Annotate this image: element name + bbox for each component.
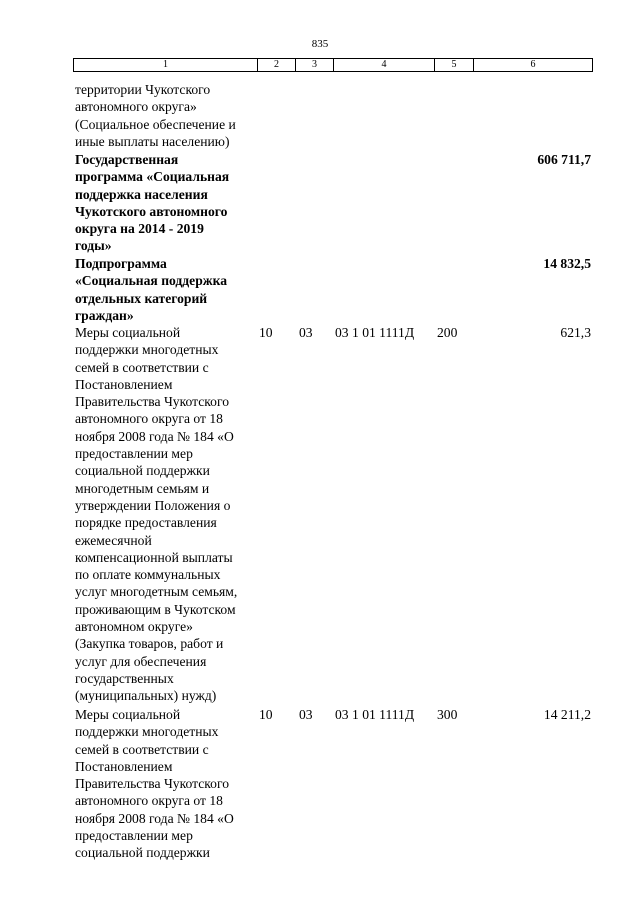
header-col-2: 2 (258, 59, 296, 71)
description-line: ежемесячной (75, 532, 152, 548)
description-line: государственных (75, 670, 174, 686)
description-line: семей в соответствии с (75, 359, 209, 375)
description-line: компенсационной выплаты (75, 549, 233, 565)
description-line: порядке предоставления (75, 515, 217, 531)
description-line: Правительства Чукотского (75, 776, 229, 792)
description-line: иные выплаты населению) (75, 133, 230, 149)
description-line: Подпрограмма (75, 256, 167, 271)
description-line: по оплате коммунальных (75, 567, 221, 583)
description-line: проживающим в Чукотском (75, 601, 236, 617)
amount-cell: 14 211,2 (543, 707, 591, 722)
row-description (75, 81, 257, 150)
description-line: территории Чукотского (75, 82, 211, 97)
amount-cell: 14 832,5 (543, 256, 591, 271)
header-col-6: 6 (530, 59, 536, 70)
description-line: программа «Социальная (75, 169, 230, 185)
description-line: отдельных категорий (75, 290, 208, 306)
description-line: утверждении Положения о (75, 497, 231, 513)
description-line: Постановлением (75, 376, 173, 392)
description-line: Меры социальной (75, 325, 181, 340)
description-line: услуг для обеспечения (75, 653, 207, 669)
description-line: «Социальная поддержка (75, 273, 228, 289)
description-line: социальной поддержки (75, 845, 210, 861)
expense-type-cell: 200 (437, 325, 458, 340)
description-line: (Закупка товаров, работ и (75, 636, 224, 652)
description-line: многодетным семьям и (75, 480, 210, 496)
description-line: автономного округа» (75, 99, 197, 115)
header-col-1: 1 (74, 59, 258, 71)
description-line: Государственная (75, 152, 179, 167)
section-code-cell: 10 (259, 707, 273, 722)
subsection-code-cell: 03 (299, 325, 313, 340)
description-line: (муниципальных) нужд) (75, 688, 217, 704)
description-line: поддержки многодетных (75, 724, 219, 740)
description-line: автономного округа от 18 (75, 411, 223, 427)
target-article-cell: 03 1 01 1111Д (335, 325, 415, 340)
description-line: услуг многодетным семьям, (75, 584, 238, 600)
row-description (75, 706, 257, 862)
description-line: предоставлении мер (75, 446, 193, 462)
description-line: семей в соответствии с (75, 741, 209, 757)
row-description (75, 324, 257, 705)
description-line: ноября 2008 года № 184 «О (75, 810, 234, 826)
description-line: поддержки многодетных (75, 342, 219, 358)
header-col-5: 5 (435, 59, 474, 71)
description-line: (Социальное обеспечение и (75, 116, 236, 132)
description-line: граждан» (75, 307, 134, 323)
description-line: Чукотского автономного (75, 203, 228, 219)
table-header (73, 58, 593, 72)
description-line: автономного округа от 18 (75, 793, 223, 809)
amount-cell: 621,3 (560, 325, 591, 340)
description-line: ноября 2008 года № 184 «О (75, 428, 234, 444)
expense-type-cell: 300 (437, 707, 458, 722)
subsection-code-cell: 03 (299, 707, 313, 722)
header-col-4: 4 (334, 59, 435, 71)
description-line: Правительства Чукотского (75, 394, 229, 410)
row-description (75, 151, 257, 255)
amount-cell: 606 711,7 (537, 152, 591, 167)
page-number: 835 (311, 38, 329, 50)
description-line: Постановлением (75, 758, 173, 774)
header-col-3: 3 (296, 59, 334, 71)
description-line: предоставлении мер (75, 828, 193, 844)
target-article-cell: 03 1 01 1111Д (335, 707, 415, 722)
row-description (75, 255, 257, 324)
description-line: Меры социальной (75, 707, 181, 722)
description-line: автономном округе» (75, 619, 193, 635)
description-line: годы» (75, 238, 112, 254)
description-line: округа на 2014 - 2019 (75, 221, 204, 237)
description-line: поддержка населения (75, 186, 208, 202)
description-line: социальной поддержки (75, 463, 210, 479)
section-code-cell: 10 (259, 325, 273, 340)
